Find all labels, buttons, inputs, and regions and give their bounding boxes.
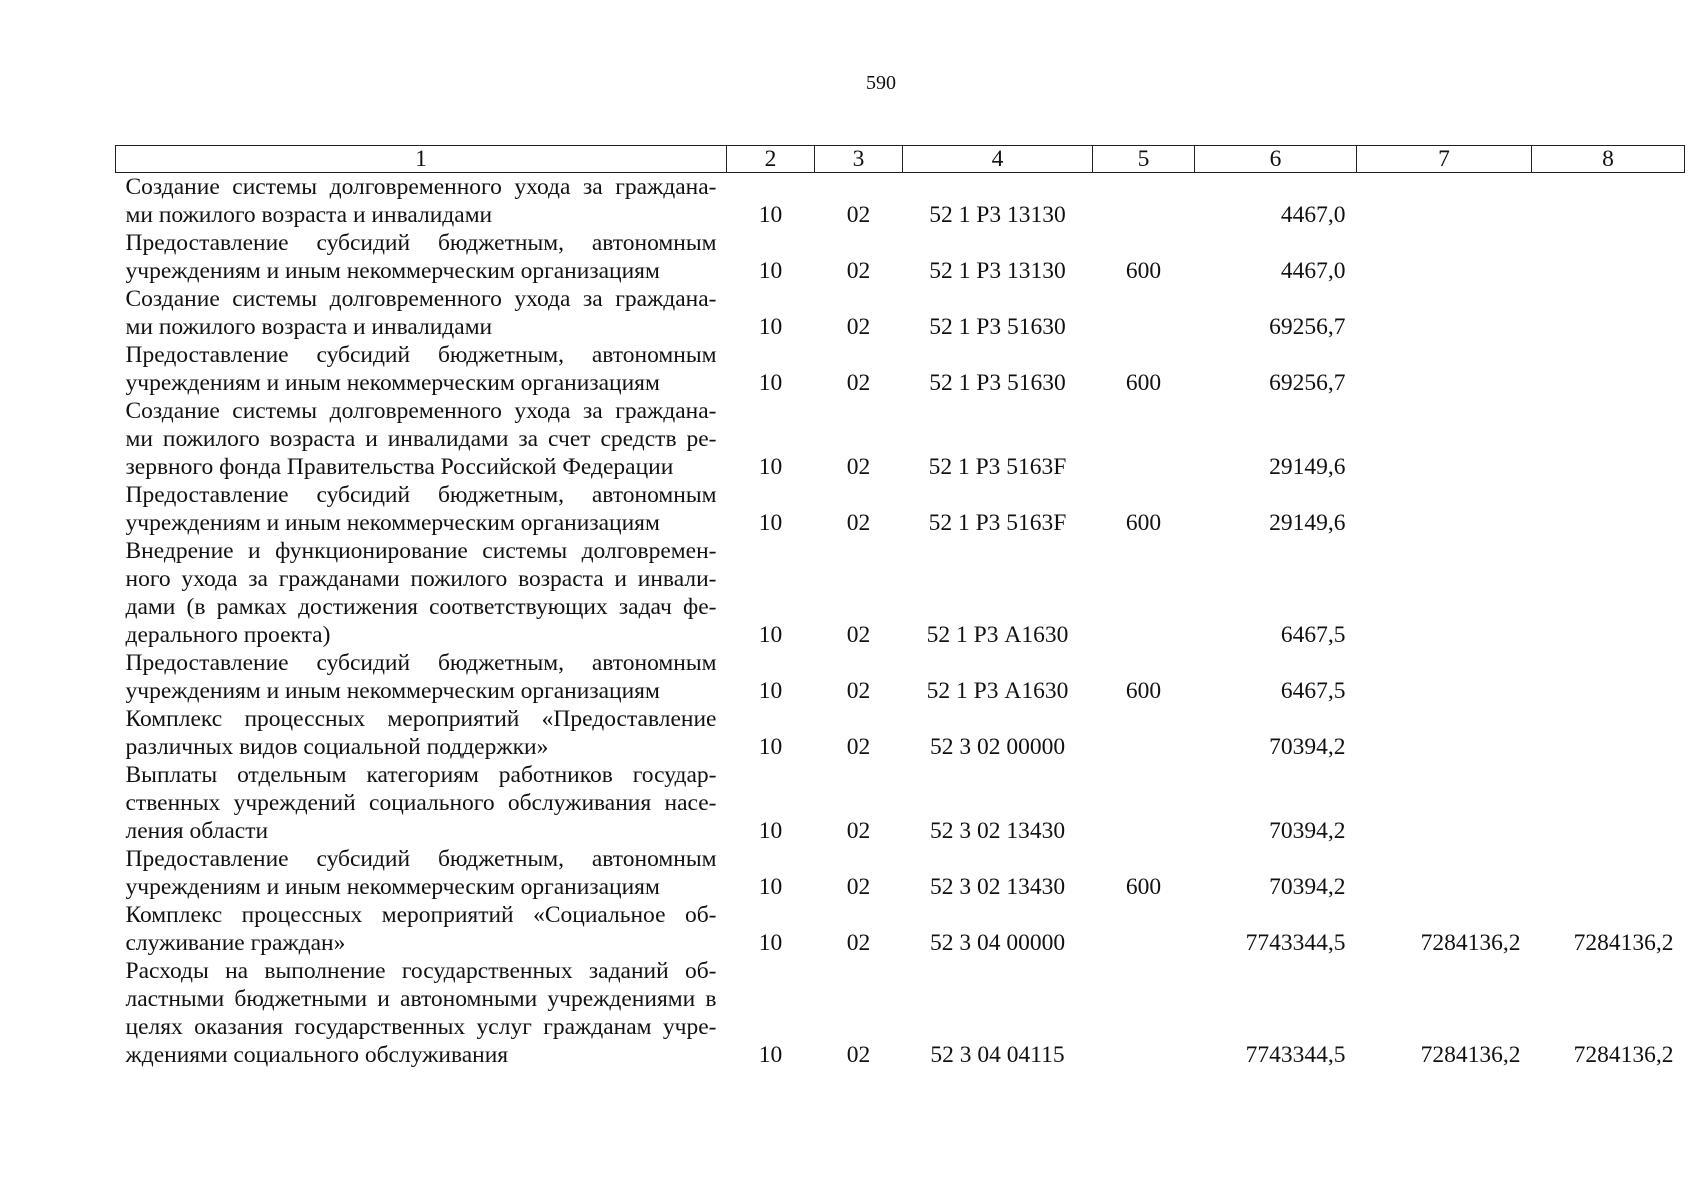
header-cell-4: 4 [903,146,1093,173]
target-article-cell: 52 1 Р3 13130 [929,258,1066,284]
item-name-line: Комплекс процессных мероприятий «Предоставление [125,706,717,732]
item-name-line: ластными бюджетными и автономными учреждениями в [125,986,717,1012]
item-name-cell [116,481,727,537]
expense-type-cell [1093,705,1195,761]
amount-year3-cell: 7284136,2 [1573,930,1674,956]
expense-type-cell [1093,173,1195,230]
amount-year3-cell [1532,229,1685,285]
target-article-cell: 52 1 Р3 5163F [928,510,1067,536]
item-name-line: ждениями социального обслуживания [125,1042,509,1068]
item-name-line: Создание системы долговременного ухода за граждана- [125,174,717,200]
amount-year3-cell [1532,761,1685,845]
section-code-cell: 10 [758,1042,783,1068]
target-article-cell: 52 1 Р3 5163F [928,454,1067,480]
section-code-cell: 10 [758,258,783,284]
target-article-cell: 52 1 Р3 51630 [929,370,1066,396]
section-code-cell: 10 [758,510,783,536]
item-name-cell [116,761,727,845]
table-row [116,705,1685,761]
item-name-line: дерального проекта) [125,622,331,648]
amount-year3-cell [1532,173,1685,230]
subsection-code-cell: 02 [846,874,871,900]
item-name-cell [116,229,727,285]
target-article-cell: 52 3 02 13430 [929,874,1066,900]
table-header-row [116,146,1685,173]
table-row [116,481,1685,537]
amount-year1-cell: 70394,2 [1269,734,1346,760]
target-article-cell: 52 1 Р3 13130 [929,202,1066,228]
amount-year2-cell [1357,845,1532,901]
expense-type-cell [1093,285,1195,341]
subsection-code-cell: 02 [846,510,871,536]
amount-year1-cell: 70394,2 [1269,818,1346,844]
item-name-cell [116,957,727,1069]
subsection-code-cell: 02 [846,454,871,480]
subsection-code-cell: 02 [846,930,871,956]
target-article-cell: 52 3 02 13430 [929,818,1066,844]
item-name-line: учреждениям и иным некоммерческим организациям [125,874,660,900]
table-row [116,649,1685,705]
item-name-line: ми пожилого возраста и инвалидами [125,314,493,340]
item-name-line: учреждениям и иным некоммерческим организациям [125,258,660,284]
section-code-cell: 10 [758,370,783,396]
amount-year1-cell: 4467,0 [1280,258,1346,284]
section-code-cell: 10 [758,818,783,844]
item-name-line: Внедрение и функционирование системы долговремен- [125,538,717,564]
item-name-line: служивание граждан» [125,930,346,956]
item-name-cell [116,341,727,397]
subsection-code-cell: 02 [846,818,871,844]
table-row [116,761,1685,845]
amount-year1-cell: 29149,6 [1269,510,1346,536]
subsection-code-cell: 02 [846,622,871,648]
item-name-line: целях оказания государственных услуг гражданам учре- [125,1014,717,1040]
item-name-line: ственных учреждений социального обслуживания насе- [125,790,717,816]
amount-year1-cell: 69256,7 [1269,370,1346,396]
section-code-cell: 10 [758,930,783,956]
amount-year1-cell: 7743344,5 [1245,1042,1346,1068]
item-name-cell [116,901,727,957]
item-name-line: Предоставление субсидий бюджетным, автономным [125,230,717,256]
item-name-line: различных видов социальной поддержки» [125,734,549,760]
section-code-cell: 10 [758,314,783,340]
header-cell-5: 5 [1093,146,1195,173]
amount-year2-cell [1357,649,1532,705]
expense-type-cell [1093,957,1195,1069]
amount-year1-cell: 6467,5 [1280,678,1346,704]
table-row [116,173,1685,230]
item-name-cell [116,537,727,649]
table-row [116,957,1685,1069]
subsection-code-cell: 02 [846,370,871,396]
table-row [116,229,1685,285]
target-article-cell: 52 3 04 00000 [929,930,1066,956]
subsection-code-cell: 02 [846,734,871,760]
item-name-line: учреждениям и иным некоммерческим организациям [125,370,660,396]
expense-type-cell: 600 [1125,370,1162,396]
expense-type-cell: 600 [1125,874,1162,900]
amount-year2-cell [1357,397,1532,481]
amount-year1-cell: 6467,5 [1280,622,1346,648]
table-row [116,397,1685,481]
table-row [116,845,1685,901]
amount-year1-cell: 7743344,5 [1245,930,1346,956]
amount-year2-cell: 7284136,2 [1420,1042,1521,1068]
amount-year2-cell [1357,173,1532,230]
target-article-cell: 52 3 04 04115 [930,1042,1065,1068]
header-cell-6: 6 [1195,146,1357,173]
subsection-code-cell: 02 [846,202,871,228]
item-name-line: ного ухода за гражданами пожилого возраста и инвали- [125,566,717,592]
amount-year2-cell [1357,761,1532,845]
item-name-line: Расходы на выполнение государственных заданий об- [125,958,717,984]
amount-year1-cell: 69256,7 [1269,314,1346,340]
amount-year2-cell: 7284136,2 [1420,930,1521,956]
amount-year2-cell [1357,285,1532,341]
header-cell-8: 8 [1532,146,1685,173]
amount-year1-cell: 70394,2 [1269,874,1346,900]
section-code-cell: 10 [758,874,783,900]
expense-type-cell [1093,397,1195,481]
section-code-cell: 10 [758,734,783,760]
amount-year3-cell [1532,481,1685,537]
table-body [116,173,1685,1070]
section-code-cell: 10 [758,202,783,228]
item-name-cell [116,285,727,341]
section-code-cell: 10 [758,622,783,648]
section-code-cell: 10 [758,678,783,704]
amount-year3-cell [1532,341,1685,397]
item-name-cell [116,173,727,230]
target-article-cell: 52 1 Р3 А1630 [926,678,1069,704]
page-number: 590 [866,72,896,94]
amount-year3-cell [1532,845,1685,901]
item-name-line: зервного фонда Правительства Российской Федерации [125,454,674,480]
amount-year2-cell [1357,341,1532,397]
expense-type-cell: 600 [1125,678,1162,704]
expense-type-cell [1093,537,1195,649]
item-name-line: Предоставление субсидий бюджетным, автономным [125,650,717,676]
amount-year3-cell [1532,649,1685,705]
item-name-cell [116,705,727,761]
header-cell-3: 3 [815,146,903,173]
amount-year2-cell [1357,705,1532,761]
item-name-line: дами (в рамках достижения соответствующих задач фе- [125,594,717,620]
item-name-line: Комплекс процессных мероприятий «Социальное об- [125,902,717,928]
item-name-line: Предоставление субсидий бюджетным, автономным [125,342,717,368]
subsection-code-cell: 02 [846,678,871,704]
item-name-line: Предоставление субсидий бюджетным, автономным [125,482,717,508]
amount-year3-cell [1532,537,1685,649]
target-article-cell: 52 1 Р3 51630 [929,314,1066,340]
expense-type-cell: 600 [1125,258,1162,284]
amount-year2-cell [1357,481,1532,537]
expense-type-cell [1093,761,1195,845]
header-cell-1: 1 [116,146,727,173]
item-name-cell [116,845,727,901]
amount-year2-cell [1357,229,1532,285]
amount-year3-cell [1532,705,1685,761]
expense-type-cell [1093,901,1195,957]
amount-year1-cell: 29149,6 [1269,454,1346,480]
amount-year3-cell [1532,397,1685,481]
item-name-line: Предоставление субсидий бюджетным, автономным [125,846,717,872]
item-name-line: Выплаты отдельным категориям работников государ- [125,762,717,788]
amount-year3-cell: 7284136,2 [1573,1042,1674,1068]
target-article-cell: 52 1 Р3 А1630 [926,622,1069,648]
item-name-line: ми пожилого возраста и инвалидами за счет средств ре- [125,426,717,452]
target-article-cell: 52 3 02 00000 [929,734,1066,760]
subsection-code-cell: 02 [846,258,871,284]
amount-year1-cell: 4467,0 [1280,202,1346,228]
item-name-line: учреждениям и иным некоммерческим организациям [125,510,660,536]
item-name-line: ми пожилого возраста и инвалидами [125,202,493,228]
item-name-line: Создание системы долговременного ухода за граждана- [125,286,717,312]
item-name-cell [116,397,727,481]
budget-table [115,145,1685,1069]
subsection-code-cell: 02 [846,314,871,340]
amount-year3-cell [1532,285,1685,341]
item-name-line: учреждениям и иным некоммерческим организациям [125,678,660,704]
section-code-cell: 10 [758,454,783,480]
table-row [116,285,1685,341]
table-row [116,901,1685,957]
amount-year2-cell [1357,537,1532,649]
expense-type-cell: 600 [1125,510,1162,536]
subsection-code-cell: 02 [846,1042,871,1068]
item-name-cell [116,649,727,705]
table-row [116,341,1685,397]
item-name-line: ления области [125,818,269,844]
table-row [116,537,1685,649]
header-cell-2: 2 [727,146,815,173]
item-name-line: Создание системы долговременного ухода за граждана- [125,398,717,424]
header-cell-7: 7 [1357,146,1532,173]
